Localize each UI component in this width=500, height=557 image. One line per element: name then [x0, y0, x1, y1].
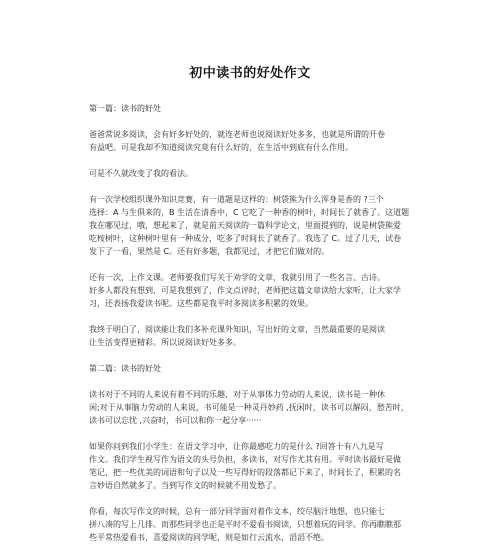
text-line: 读书对于不同的人来说有着不同的乐趣，对于从事体力劳动的人来说，读书是一种休 — [89, 390, 385, 399]
text-line: 选择：A 与生俱来的，B 生活在清香中，C 它吃了一种香的树叶，时间长了就香了。这道题 — [89, 208, 410, 217]
section-heading — [89, 362, 414, 375]
text-line: 你看，每次写作文的时候，总有一部分同学面对着作文本，绞尽脑汁地想，也只能七 — [89, 507, 385, 516]
section-heading — [89, 102, 414, 115]
body-paragraph — [89, 271, 414, 310]
text-line: 作文。我们学生视写作为语文的头号负担，多读书，对写作尤其有用。平时读书最好是做 — [89, 455, 401, 464]
body-paragraph — [89, 323, 414, 349]
body-paragraph — [89, 193, 414, 258]
text-line: 发下了一看，果然是 C。还有好多题，我都见过，才把它们做对的。 — [89, 247, 330, 256]
body-paragraph — [89, 167, 414, 180]
body-paragraph — [89, 440, 414, 492]
text-line: 些平常热爱看书，喜爱阅读的同学呢，则是如行云流水，滔滔不绝。 — [89, 533, 329, 542]
body-paragraph — [89, 505, 414, 544]
text-line: 我在哪见过，哦，想起来了，就是前天阅读的一篇科学论文，里面提到的，说是树袋熊爱 — [89, 221, 401, 230]
text-line: 言妙语自然就多了。当到写作文的时候就不用发愁了。 — [89, 481, 281, 490]
text-line: 让生活变得更精彩。所以说阅读好处多多。 — [89, 338, 241, 347]
text-line: 习，还表扬我爱读书呢。这些都是我平时多阅读多积累的效果。 — [89, 299, 313, 308]
text-line: 读书可以忘忧 ,兴奋时，书可以和你一起分享······ — [89, 416, 262, 425]
text-line: 有益吧。可是我却不知道阅读究竟有什么好的，在生活中到底有什么作用。 — [89, 143, 353, 152]
text-line: 有一次学校组织课外知识竞赛，有一道题是这样的：树袋熊为什么浑身是香的 ?三个 — [89, 195, 384, 204]
text-line: 如果你问到我们小学生：在语文学习中，让你最感吃力的是什么 ?回答十有八九是写 — [89, 442, 384, 451]
text-line: 吃桉树叶，这种树叶里有一种成分，吃多了时间长了就香了。我选了 C。过了几天，试卷 — [89, 234, 402, 243]
text-line: 还有一次，上作文课。老师要我们写关于劝学的文章，我就引用了一些名言、古诗。 — [89, 273, 385, 282]
text-line: 好多人都没有想到，可是我想到了，作文点评时，老师把这篇文章读给大家听，让大家学 — [89, 286, 401, 295]
text-line: 笔记，把一些优美的词语和句子以及一些写得好的段落都记下来了，时间长了，积累的名 — [89, 468, 401, 477]
text-line: 可是不久就改变了我的看法。 — [89, 169, 193, 178]
text-line: 拼八凑的写上几排。而那些同学也正是平时不爱看书阅读，只想着玩的同学。你再瞧瞧那 — [89, 520, 401, 529]
text-line: 我终于明白了，阅读能让我们多补充课外知识，写出好的文章，当然最重要的是阅读 — [89, 325, 385, 334]
text-line: 第一篇：读书的好处 — [89, 104, 161, 113]
document-title: 初中读书的好处作文 — [189, 66, 311, 81]
text-line: 闲;对于从事脑力劳动的人来说，书可能是一种灵丹妙药 ,抚闲时，读书可以解闷，愁苦时， — [89, 403, 409, 412]
document-body — [89, 102, 414, 557]
body-paragraph — [89, 388, 414, 427]
text-line: 爸爸常说多阅读，会有好多好处的，就连老师也说阅读好处多多，也就是所谓的开卷 — [89, 130, 385, 139]
body-paragraph — [89, 128, 414, 154]
text-line: 第二篇：读书的好处 — [89, 364, 161, 373]
